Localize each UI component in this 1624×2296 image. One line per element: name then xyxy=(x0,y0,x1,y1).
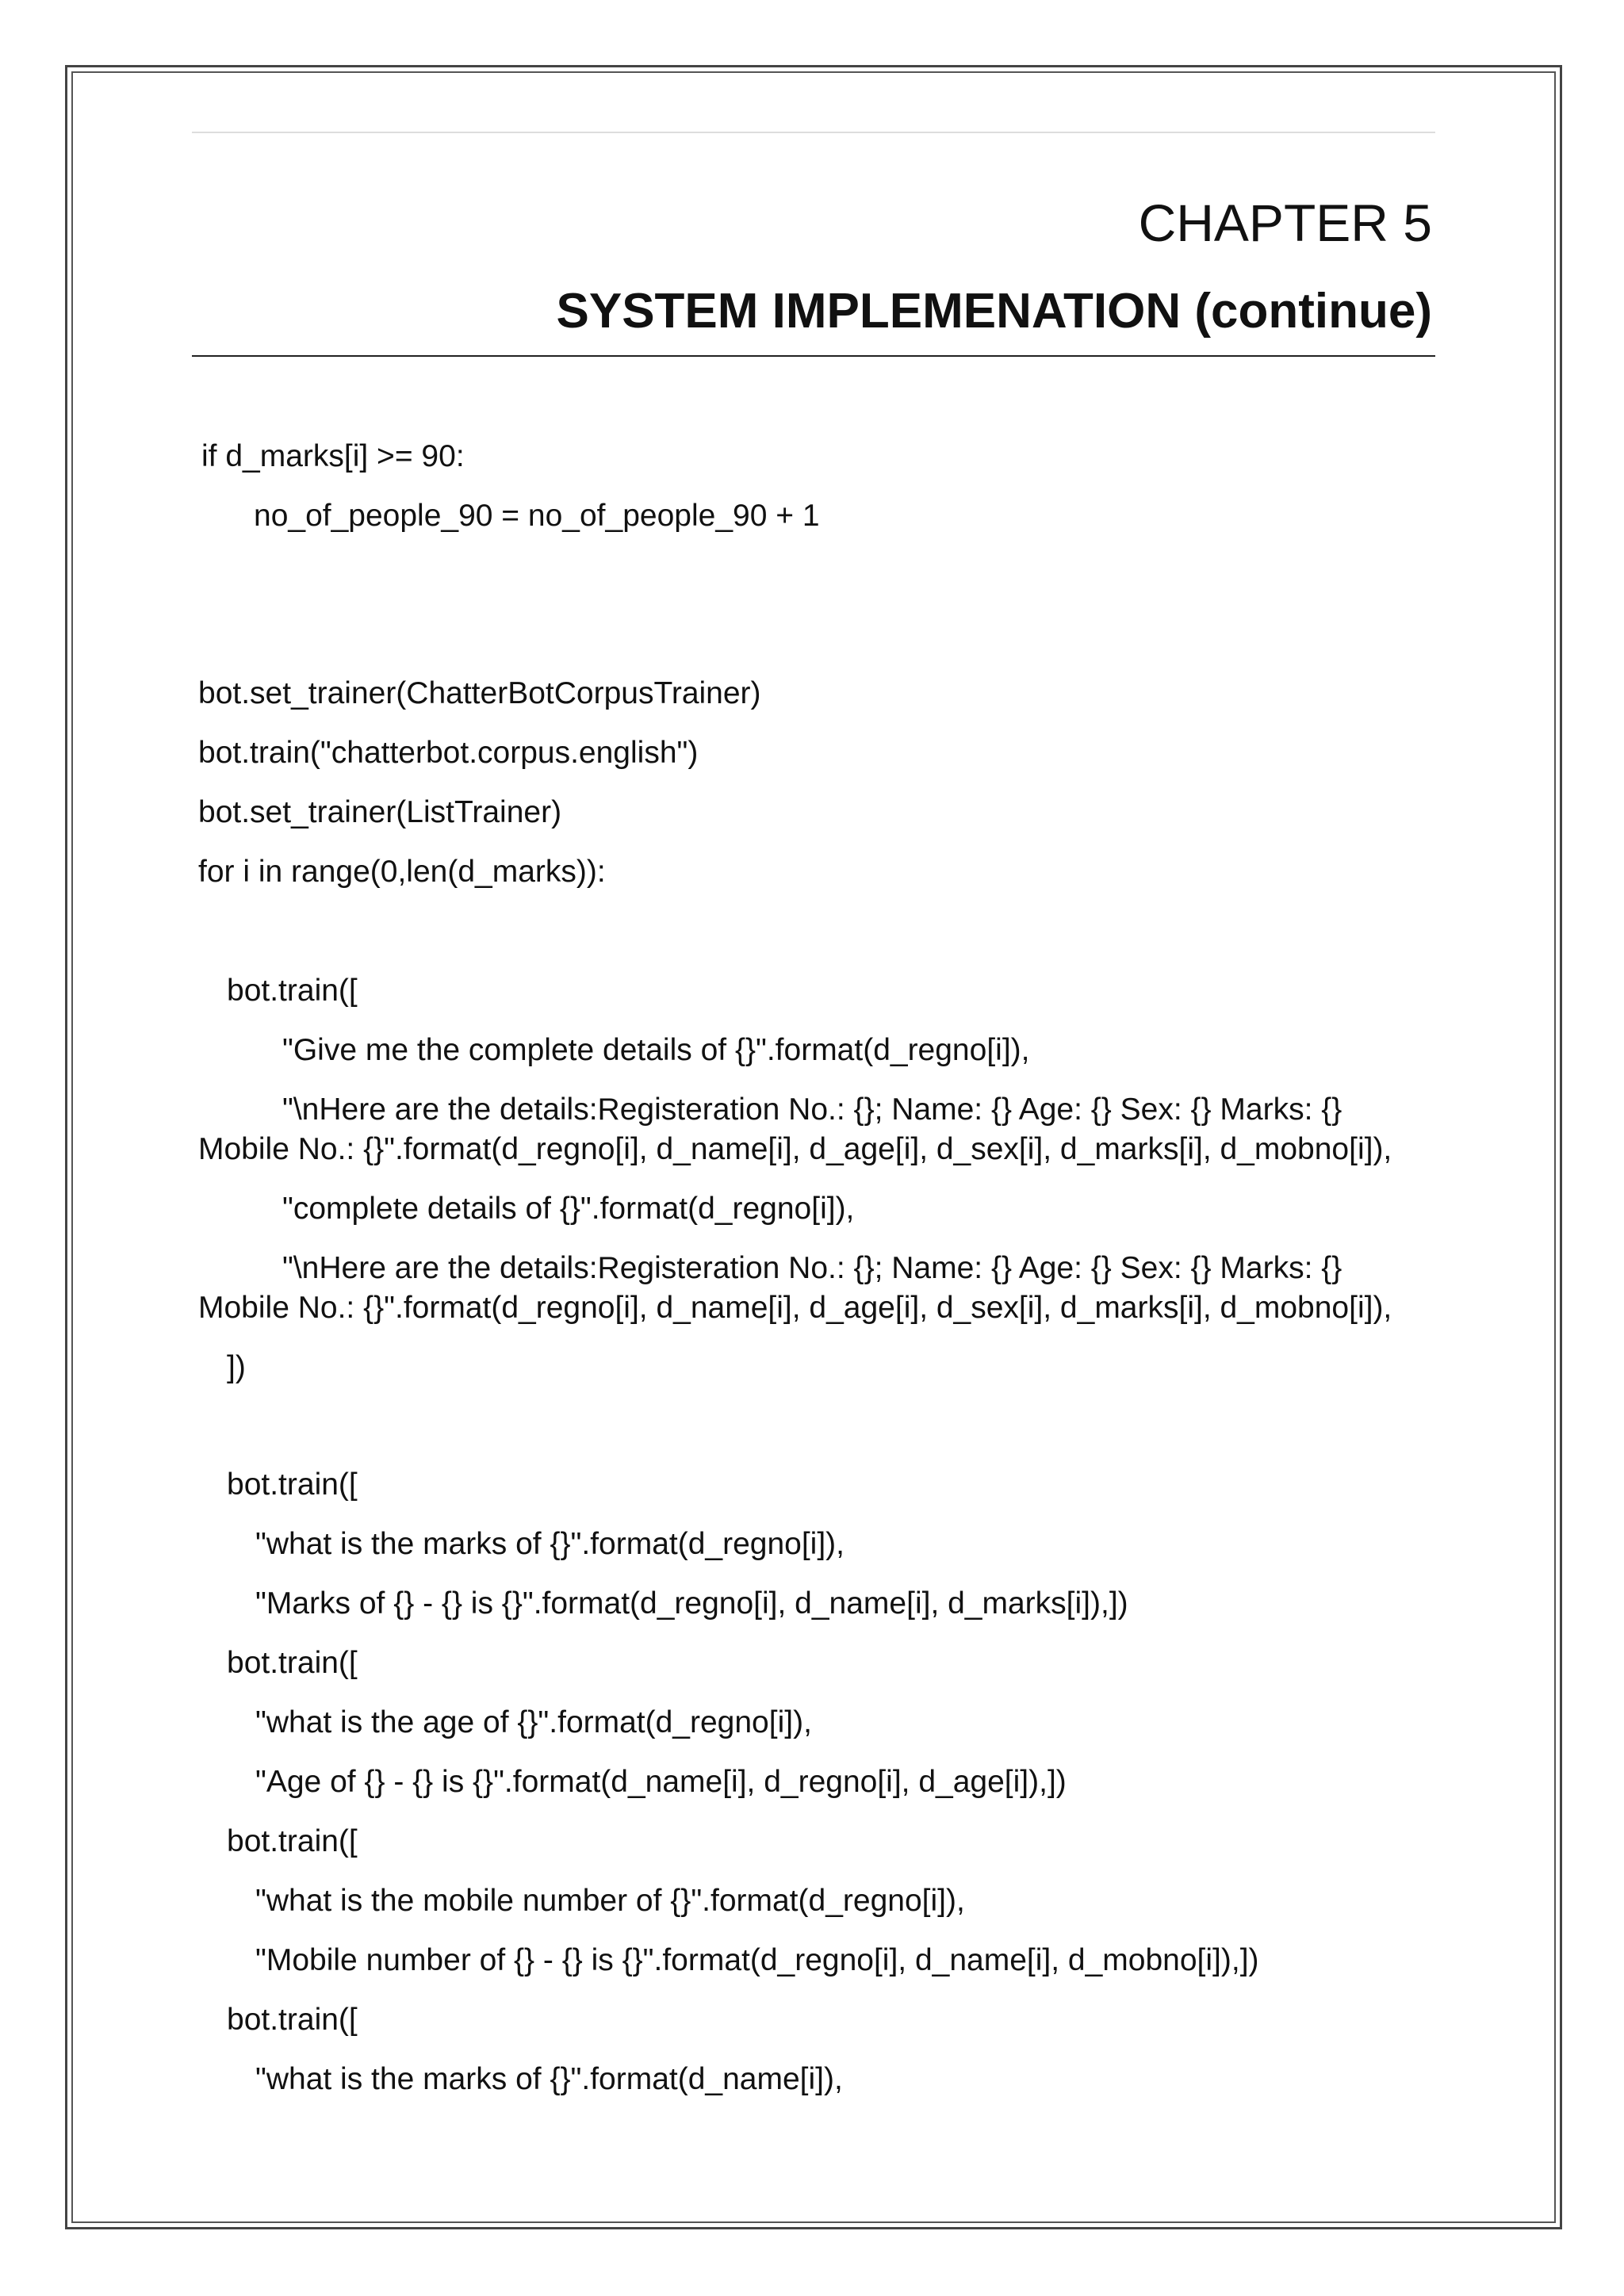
code-line: for i in range(0,len(d_marks)): xyxy=(198,855,606,889)
code-line: "Mobile number of {} - {} is {}".format(d_regno[i], d_name[i], d_mobno[i]),]) xyxy=(255,1943,1259,1977)
header-rule xyxy=(192,132,1435,133)
code-line: "complete details of {}".format(d_regno[i]), xyxy=(282,1192,855,1226)
code-line: bot.train([ xyxy=(227,974,358,1008)
title-underline xyxy=(192,355,1435,357)
code-line: bot.train([ xyxy=(227,2003,358,2037)
code-line: Mobile No.: {}".format(d_regno[i], d_name[i], d_age[i], d_sex[i], d_marks[i], d_mobno[i]), xyxy=(198,1132,1392,1166)
code-line: "\nHere are the details:Registeration No.: {}; Name: {} Age: {} Sex: {} Marks: {} xyxy=(282,1251,1342,1285)
code-line: "what is the marks of {}".format(d_regno[i]), xyxy=(255,1527,845,1561)
code-line: ]) xyxy=(227,1350,246,1384)
code-line: bot.set_trainer(ListTrainer) xyxy=(198,795,562,829)
code-line: Mobile No.: {}".format(d_regno[i], d_name[i], d_age[i], d_sex[i], d_marks[i], d_mobno[i]), xyxy=(198,1291,1392,1325)
chapter-title: SYSTEM IMPLEMENATION (continue) xyxy=(556,284,1432,339)
code-line: "what is the age of {}".format(d_regno[i]), xyxy=(255,1705,812,1739)
code-line: "Give me the complete details of {}".format(d_regno[i]), xyxy=(282,1033,1030,1067)
code-line: bot.set_trainer(ChatterBotCorpusTrainer) xyxy=(198,676,761,710)
code-line: bot.train([ xyxy=(227,1468,358,1502)
chapter-number: CHAPTER 5 xyxy=(1138,193,1432,252)
code-line: bot.train("chatterbot.corpus.english") xyxy=(198,736,699,770)
code-line: if d_marks[i] >= 90: xyxy=(201,439,465,473)
code-line: no_of_people_90 = no_of_people_90 + 1 xyxy=(254,499,820,533)
code-line: "what is the mobile number of {}".format(d_regno[i]), xyxy=(255,1884,965,1918)
code-line: bot.train([ xyxy=(227,1824,358,1858)
code-line: "\nHere are the details:Registeration No.: {}; Name: {} Age: {} Sex: {} Marks: {} xyxy=(282,1093,1342,1127)
code-line: bot.train([ xyxy=(227,1646,358,1680)
code-line: "Marks of {} - {} is {}".format(d_regno[i], d_name[i], d_marks[i]),]) xyxy=(255,1586,1128,1621)
code-line: "Age of {} - {} is {}".format(d_name[i], d_regno[i], d_age[i]),]) xyxy=(255,1765,1067,1799)
code-line: "what is the marks of {}".format(d_name[i]), xyxy=(255,2062,843,2096)
